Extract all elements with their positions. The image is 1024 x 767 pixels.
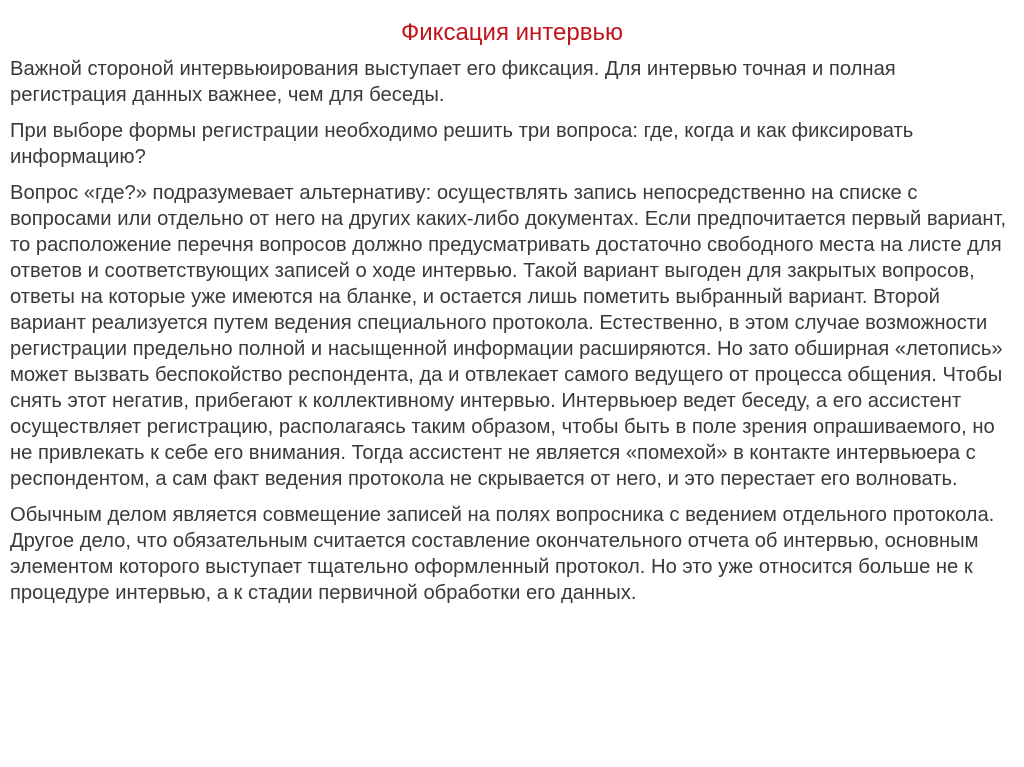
paragraph-questions: При выборе формы регистрации необходимо решить три вопроса: где, когда и как фиксировать информацию? xyxy=(10,120,914,168)
slide-title: Фиксация интервью xyxy=(401,19,623,46)
paragraph-conclusion: Обычным делом является совмещение записей на полях вопросника с ведением отдельного протокола. Другое дело, что обязательным считается составление окончательного отчета об интервью, основным элементом которого выступает тщательно оформленный протокол. Но это уже относится больше не к процедуре интервью, а к стадии первичной обработки его данных. xyxy=(10,504,995,604)
paragraph-where: Вопрос «где?» подразумевает альтернативу: осуществлять запись непосредственно на списке с вопросами или отдельно от него на других каких-либо документах. Если предпочитается первый вариант, то расположение перечня вопросов должно предусматривать достаточно свободного места на листе для ответов и соответствующих записей о ходе интервью. Такой вариант выгоден для закрытых вопросов, ответы на которые уже имеются на бланке, и остается лишь пометить выбранный вариант. Второй вариант реализуется путем ведения специального протокола. Естественно, в этом случае возможности регистрации предельно полной и насыщенной информации расширяются. Но зато обширная «летопись» может вызвать беспокойство респондента, да и отвлекает самого ведущего от процесса общения. Чтобы снять этот негатив, прибегают к коллективному интервью. Интервьюер ведет беседу, а его ассистент осуществляет регистрацию, располагаясь таким образом, чтобы быть в поле зрения опрашиваемого, но не привлекать к себе его внимания. Тогда ассистент не является «помехой» в контакте интервьюера с респондентом, а сам факт ведения протокола не скрывается от него, и это перестает его волновать. xyxy=(10,182,1007,490)
paragraph-intro: Важной стороной интервьюирования выступает его фиксация. Для интервью точная и полная регистрация данных важнее, чем для беседы. xyxy=(10,58,896,106)
